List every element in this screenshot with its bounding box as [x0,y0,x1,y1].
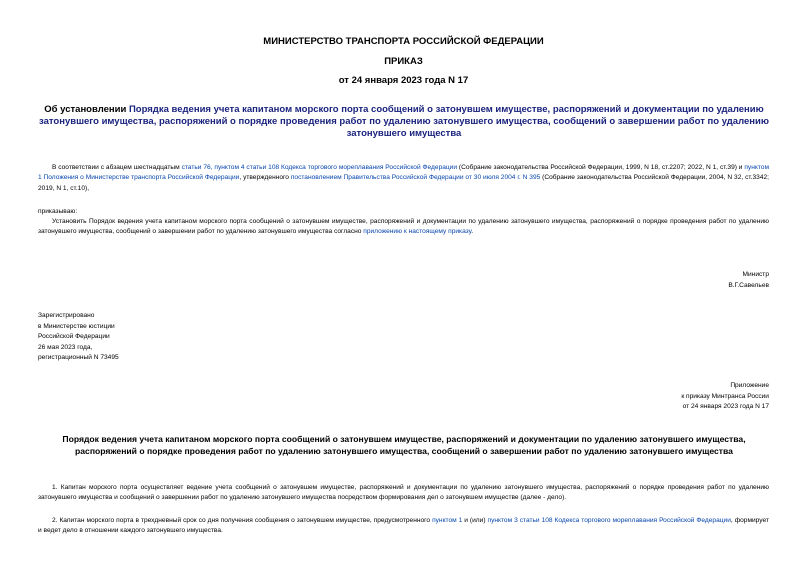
link-polozhenie-mintrans[interactable]: пунктом 1 Положения о Министерстве транспорта Российской Федерации [38,164,769,182]
procedure-title: Порядок ведения учета капитаном морского порта сообщений о затонувшем имуществе, распоряжений и документации по удалению затонувшего имущества, распоряжений о порядке проведения работ по удалению затонувшего имущества, сообщений о завершении работ по удалению затонувшего имущества [62,434,746,456]
appendix-line: к приказу Минтранса России [681,392,769,400]
doc-date-heading: от 24 января 2023 года N 17 [338,75,469,86]
appendix-block [681,381,769,413]
ministry-heading: МИНИСТЕРСТВО ТРАНСПОРТА РОССИЙСКОЙ ФЕДЕРАЦИИ [263,36,544,47]
paragraph-text: и (или) [462,517,488,524]
order-title-link[interactable]: Порядка ведения учета капитаном морского порта сообщений о затонувшем имуществе, распоряжений и документации по удалению затонувшего имущества, распоряжений о порядке проведения работ по удалению затонувшего имущества, сообщений о завершении работ по удалению затонувшего имущества [39,104,769,139]
procedure-paragraph-1: 1. Капитан морского порта осуществляет ведение учета сообщений о затонувшем имуществе, распоряжений и документации по удалению затонувшего имущества, распоряжений о порядке проведения работ по удалению затонувшего имущества и сообщений о завершении работ по удалению затонувшего имущества посредством формирования дел о затонувшем имуществе (далее - дело). [38,484,769,502]
signature-name: В.Г.Савельев [728,281,769,289]
order-text: . [471,228,474,236]
signature-block [728,270,769,291]
preamble-text: В соответствии с абзацем шестнадцатым [52,164,182,171]
registration-line: Зарегистрировано [38,312,95,319]
link-postanovlenie-395[interactable]: постановлением Правительства Российской Федерации от 30 июля 2004 г. N 395 [290,174,541,182]
registration-line: регистрационный N 73495 [38,354,119,362]
appendix-line: от 24 января 2023 года N 17 [682,403,769,411]
registration-line: в Министерстве юстиции [38,322,115,330]
order-word: приказываю: [38,208,78,215]
paragraph-text: 2. Капитан морского порта в трехдневный срок со дня получения сообщения о затонувшем имуществе, предусмотренного [52,517,433,524]
procedure-paragraph-2 [38,516,769,537]
registration-block [38,311,119,364]
order-paragraph [38,217,769,238]
registration-line: Российской Федерации [38,333,110,341]
link-kodeks-article-108[interactable]: пунктом 3 статьи 108 Кодекса торгового мореплавания Российской Федерации [487,517,731,524]
order-text: Установить Порядок ведения учета капитаном морского порта сообщений о затонувшем имуществе, распоряжений и документации по удалению затонувшего имущества, распоряжений о порядке проведения работ по удалению затонувшего имущества, сообщений о завершении работ по удалению затонувшего имущества согласно [38,218,769,236]
paragraph-text: , формирует и ведет дело в отношении каждого затонувшего имущества. [38,517,769,535]
link-punkt-1[interactable]: пунктом 1 [432,517,463,524]
doc-type-heading: ПРИКАЗ [384,56,423,67]
preamble-text: (Собрание законодательства Российской Федерации, 1999, N 18, ст.2207; 2022, N 1, ст.39) и [457,164,745,171]
link-kodeks-article-76[interactable]: статьи 76, пунктом 4 статьи 108 Кодекса торгового мореплавания Российской Федерации [181,164,458,171]
preamble-text: (Собрание законодательства Российской Федерации, 2004, N 32, ст.3342; 2019, N 1, ст.10), [38,174,769,192]
order-title [36,104,772,140]
registration-line: 26 мая 2023 года, [38,343,93,351]
preamble-paragraph [38,163,769,194]
order-title-prefix: Об установлении [44,104,129,115]
signature-position: Министр [742,271,769,278]
preamble-text: , утвержденного [239,174,291,182]
link-appendix[interactable]: приложению к настоящему приказу [363,228,472,236]
appendix-line: Приложение [730,382,769,389]
